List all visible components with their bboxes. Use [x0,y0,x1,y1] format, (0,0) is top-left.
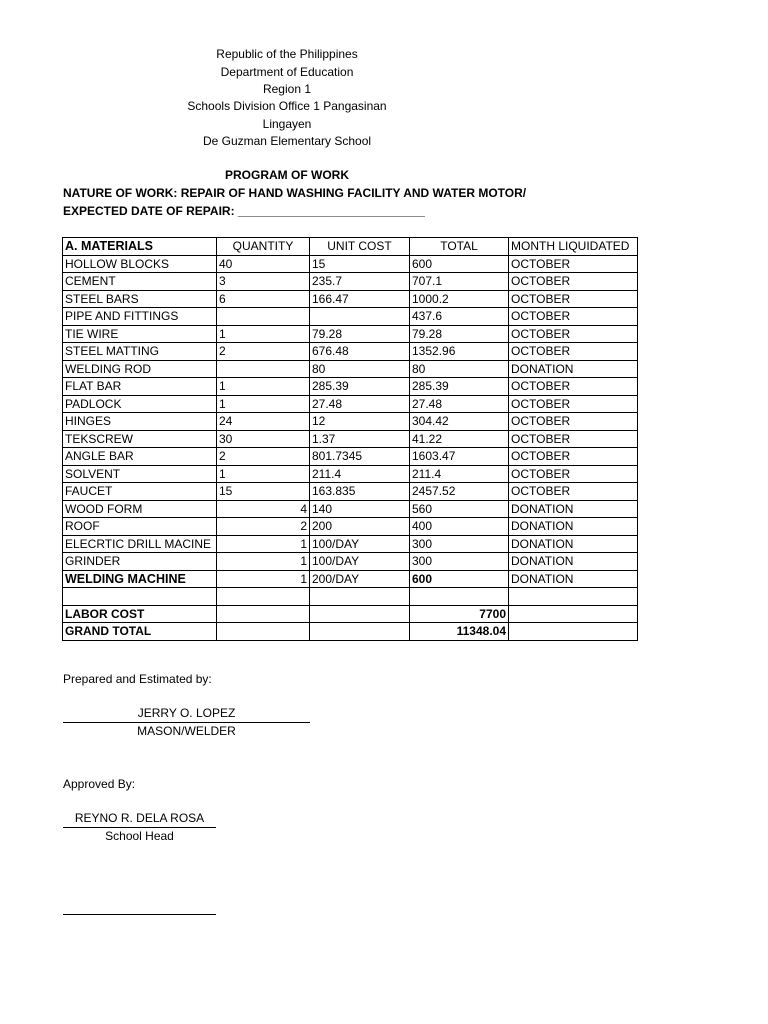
empty-cell [509,605,638,623]
table-row [63,290,638,308]
month-cell: OCTOBER [509,325,638,343]
unit-cost-cell: 166.47 [310,290,410,308]
qty-cell [217,360,310,378]
qty-cell: 1 [217,378,310,396]
unit-cost-cell: 140 [310,500,410,518]
table-row [63,378,638,396]
unit-cost-cell: 27.48 [310,395,410,413]
qty-cell: 4 [217,500,310,518]
unit-cost-cell: 1.37 [310,430,410,448]
table-row [63,448,638,466]
total-cell: 1000.2 [410,290,509,308]
header-republic: Republic of the Philippines [216,47,358,61]
month-cell: OCTOBER [509,413,638,431]
unit-cost-cell: 12 [310,413,410,431]
empty-cell [509,588,638,606]
unit-cost-cell: 79.28 [310,325,410,343]
document-title: PROGRAM OF WORK [225,168,349,182]
header-school: De Guzman Elementary School [202,134,372,148]
col-quantity-header: QUANTITY [217,238,310,256]
month-cell: OCTOBER [509,483,638,501]
qty-cell: 15 [217,483,310,501]
unit-cost-cell: 211.4 [310,465,410,483]
header-division: Schools Division Office 1 Pangasinan [187,99,387,113]
qty-cell: 24 [217,413,310,431]
labor-cost-value: 7700 [410,605,509,623]
item-cell: ELECRTIC DRILL MACINE [63,535,217,553]
table-row [63,535,638,553]
total-cell: 79.28 [410,325,509,343]
unit-cost-cell: 100/DAY [310,535,410,553]
nature-of-work: NATURE OF WORK: REPAIR OF HAND WASHING FACILITY AND WATER MOTOR/ [63,186,527,200]
item-cell: TIE WIRE [63,325,217,343]
item-cell: HOLLOW BLOCKS [63,255,217,273]
item-cell: STEEL MATTING [63,343,217,361]
item-cell: FLAT BAR [63,378,217,396]
qty-cell: 2 [217,448,310,466]
month-cell: DONATION [509,553,638,571]
item-cell: STEEL BARS [63,290,217,308]
table-row [63,343,638,361]
grand-total-label: GRAND TOTAL [63,623,217,641]
item-cell: CEMENT [63,273,217,291]
table-row [63,500,638,518]
qty-cell: 2 [217,518,310,536]
month-cell: OCTOBER [509,255,638,273]
col-unit-cost-header: UNIT COST [310,238,410,256]
empty-cell [310,605,410,623]
month-cell: OCTOBER [509,273,638,291]
total-cell: 285.39 [410,378,509,396]
table-row [63,518,638,536]
empty-cell [509,623,638,641]
item-cell: WELDING ROD [63,360,217,378]
table-row [63,553,638,571]
total-cell: 707.1 [410,273,509,291]
labor-cost-label: LABOR COST [63,605,217,623]
month-cell: OCTOBER [509,308,638,326]
empty-cell [63,588,217,606]
total-cell: 600 [410,570,509,588]
qty-cell: 6 [217,290,310,308]
grand-total-value: 11348.04 [410,623,509,641]
unit-cost-cell: 676.48 [310,343,410,361]
month-cell: OCTOBER [509,395,638,413]
month-cell: OCTOBER [509,430,638,448]
header-municipality: Lingayen [262,117,312,131]
qty-cell: 40 [217,255,310,273]
month-cell: OCTOBER [509,343,638,361]
qty-cell: 1 [217,553,310,571]
unit-cost-cell: 163.835 [310,483,410,501]
table-row [63,308,638,326]
unit-cost-cell: 200 [310,518,410,536]
month-cell: OCTOBER [509,378,638,396]
qty-cell: 30 [217,430,310,448]
item-cell: GRINDER [63,553,217,571]
grand-total-row [63,623,638,641]
unit-cost-cell: 235.7 [310,273,410,291]
unit-cost-cell: 15 [310,255,410,273]
total-cell: 41.22 [410,430,509,448]
item-cell: TEKSCREW [63,430,217,448]
item-cell: HINGES [63,413,217,431]
blank-signature-line [63,914,216,915]
table-row [63,413,638,431]
table-row [63,325,638,343]
item-cell: ANGLE BAR [63,448,217,466]
item-cell: PIPE AND FITTINGS [63,308,217,326]
qty-cell: 2 [217,343,310,361]
unit-cost-cell: 200/DAY [310,570,410,588]
table-row-blank [63,588,638,606]
table-row [63,255,638,273]
qty-cell [217,308,310,326]
total-cell: 1352.96 [410,343,509,361]
total-cell: 600 [410,255,509,273]
col-total-header: TOTAL [410,238,509,256]
table-row [63,570,638,588]
total-cell: 211.4 [410,465,509,483]
month-cell: DONATION [509,518,638,536]
month-cell: OCTOBER [509,465,638,483]
table-header-row [63,238,638,256]
empty-cell [310,623,410,641]
qty-cell: 1 [217,535,310,553]
item-cell: WOOD FORM [63,500,217,518]
total-cell: 80 [410,360,509,378]
prepared-by-label: Prepared and Estimated by: [63,672,212,686]
total-cell: 1603.47 [410,448,509,466]
empty-cell [217,623,310,641]
month-cell: OCTOBER [509,448,638,466]
qty-cell: 3 [217,273,310,291]
unit-cost-cell [310,308,410,326]
total-cell: 27.48 [410,395,509,413]
qty-cell: 1 [217,395,310,413]
approved-by-label: Approved By: [63,777,136,791]
qty-cell: 1 [217,570,310,588]
qty-cell: 1 [217,465,310,483]
materials-table [62,237,638,641]
total-cell: 400 [410,518,509,536]
total-cell: 300 [410,535,509,553]
total-cell: 304.42 [410,413,509,431]
table-row [63,395,638,413]
unit-cost-cell: 80 [310,360,410,378]
approved-by-title: School Head [105,829,174,843]
month-cell: DONATION [509,535,638,553]
item-cell: WELDING MACHINE [63,570,217,588]
total-cell: 560 [410,500,509,518]
unit-cost-cell: 100/DAY [310,553,410,571]
empty-cell [217,588,310,606]
prepared-by-title: MASON/WELDER [137,724,236,738]
table-row [63,465,638,483]
unit-cost-cell: 801.7345 [310,448,410,466]
header-region: Region 1 [262,82,312,96]
prepared-by-name: JERRY O. LOPEZ [137,706,236,720]
month-cell: DONATION [509,360,638,378]
total-cell: 437.6 [410,308,509,326]
item-cell: ROOF [63,518,217,536]
month-cell: DONATION [509,570,638,588]
table-row [63,430,638,448]
total-cell: 300 [410,553,509,571]
qty-cell: 1 [217,325,310,343]
item-cell: SOLVENT [63,465,217,483]
empty-cell [310,588,410,606]
labor-cost-row [63,605,638,623]
expected-date: EXPECTED DATE OF REPAIR: ____________________________ [63,204,425,218]
col-materials-header: A. MATERIALS [63,238,217,256]
month-cell: DONATION [509,500,638,518]
header-department: Department of Education [220,65,354,79]
table-row [63,360,638,378]
approved-by-name: REYNO R. DELA ROSA [74,811,205,825]
col-month-header: MONTH LIQUIDATED [509,238,638,256]
unit-cost-cell: 285.39 [310,378,410,396]
table-row [63,273,638,291]
table-row [63,483,638,501]
month-cell: OCTOBER [509,290,638,308]
item-cell: PADLOCK [63,395,217,413]
empty-cell [410,588,509,606]
item-cell: FAUCET [63,483,217,501]
total-cell: 2457.52 [410,483,509,501]
empty-cell [217,605,310,623]
